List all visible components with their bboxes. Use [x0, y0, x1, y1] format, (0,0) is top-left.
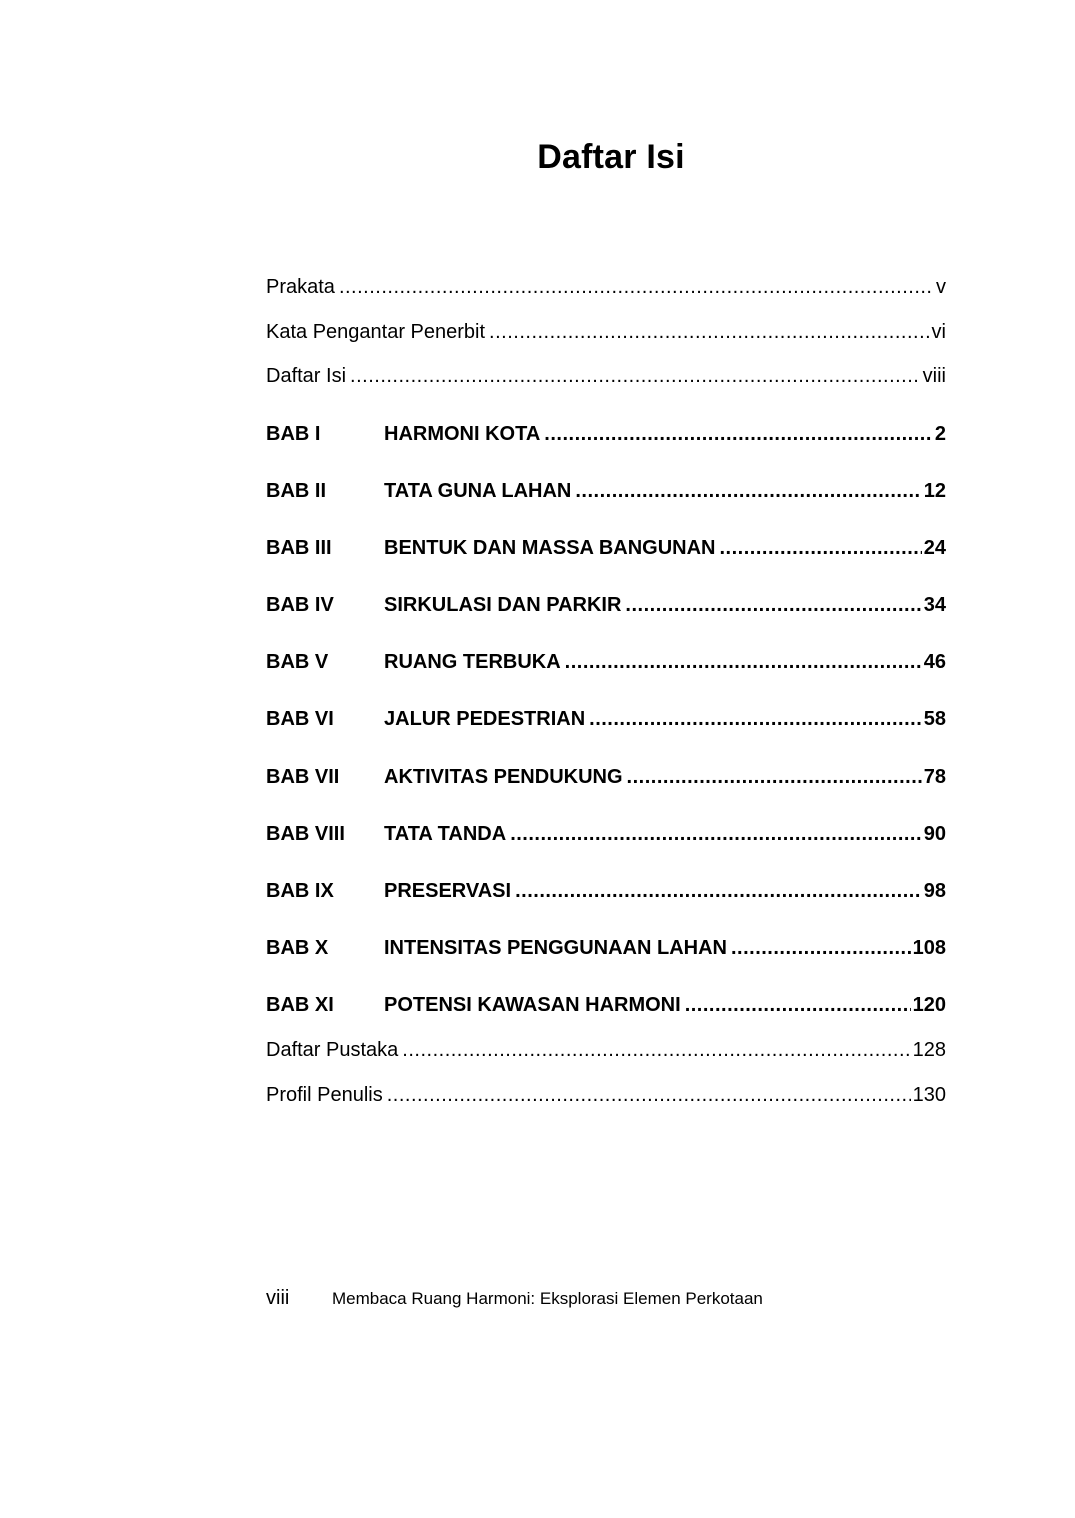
- toc-entry-daftar-pustaka[interactable]: [266, 1037, 946, 1063]
- chapter-title: JALUR PEDESTRIAN: [384, 708, 586, 730]
- chapter-title: BENTUK DAN MASSA BANGUNAN: [384, 537, 716, 559]
- toc-chapter-5[interactable]: [266, 649, 946, 675]
- chapter-number: BAB IV: [266, 594, 334, 616]
- dot-leader: [685, 992, 911, 1018]
- chapter-number: BAB VII: [266, 766, 340, 788]
- chapter-number: BAB III: [266, 537, 332, 559]
- chapter-page: 2: [934, 423, 946, 445]
- chapter-page: 12: [923, 480, 946, 502]
- chapter-number: BAB XI: [266, 994, 334, 1016]
- chapter-number: BAB II: [266, 480, 326, 502]
- toc-chapter-8[interactable]: [266, 821, 946, 847]
- dot-leader: [719, 535, 921, 561]
- dot-leader: [589, 706, 922, 732]
- toc-entry-page: vi: [931, 321, 946, 343]
- chapter-title: HARMONI KOTA: [384, 423, 541, 445]
- toc-chapter-6[interactable]: [266, 706, 946, 732]
- dot-leader: [575, 478, 921, 504]
- dot-leader: [565, 649, 922, 675]
- toc-entry-page: viii: [922, 365, 946, 387]
- dot-leader: [489, 319, 930, 345]
- dot-leader: [402, 1037, 910, 1063]
- chapter-page: 90: [923, 823, 946, 845]
- chapter-title: TATA TANDA: [384, 823, 507, 845]
- toc-entry-prakata[interactable]: [266, 274, 946, 300]
- dot-leader: [510, 821, 922, 847]
- chapter-page: 46: [923, 651, 946, 673]
- page-title: Daftar Isi: [537, 138, 685, 176]
- toc-chapter-1[interactable]: [266, 421, 946, 447]
- chapter-page: 34: [923, 594, 946, 616]
- chapter-title: INTENSITAS PENGGUNAAN LAHAN: [384, 937, 727, 959]
- chapter-page: 108: [912, 937, 946, 959]
- chapter-title: AKTIVITAS PENDUKUNG: [384, 766, 623, 788]
- chapter-page: 78: [923, 766, 946, 788]
- dot-leader: [731, 935, 911, 961]
- chapter-number: BAB X: [266, 937, 329, 959]
- chapter-title: SIRKULASI DAN PARKIR: [384, 594, 622, 616]
- page-footer: [266, 1287, 946, 1310]
- chapter-page: 58: [923, 708, 946, 730]
- chapter-number: BAB V: [266, 651, 329, 673]
- toc-chapter-10[interactable]: [266, 935, 946, 961]
- chapter-title: RUANG TERBUKA: [384, 651, 561, 673]
- toc-chapter-3[interactable]: [266, 535, 946, 561]
- chapter-page: 98: [923, 880, 946, 902]
- chapter-number: BAB IX: [266, 880, 334, 902]
- toc-entry-page: 130: [912, 1084, 946, 1106]
- chapter-number: BAB VIII: [266, 823, 345, 845]
- chapter-number: BAB I: [266, 423, 321, 445]
- toc-chapter-9[interactable]: [266, 878, 946, 904]
- dot-leader: [544, 421, 933, 447]
- toc-entry-page: v: [936, 276, 946, 298]
- toc-entry-daftar-isi[interactable]: [266, 363, 946, 389]
- dot-leader: [350, 363, 921, 389]
- page-number: viii: [266, 1287, 290, 1309]
- dot-leader: [625, 592, 921, 618]
- toc-entry-profil-penulis[interactable]: [266, 1082, 946, 1108]
- chapter-title: POTENSI KAWASAN HARMONI: [384, 994, 681, 1016]
- dot-leader: [387, 1082, 911, 1108]
- toc-entry-title: Daftar Pustaka: [266, 1039, 399, 1061]
- dot-leader: [515, 878, 922, 904]
- toc-entry-page: 128: [912, 1039, 946, 1061]
- chapter-title: TATA GUNA LAHAN: [384, 480, 572, 502]
- running-title: Membaca Ruang Harmoni: Eksplorasi Elemen Perkotaan: [332, 1289, 763, 1308]
- toc-chapter-7[interactable]: [266, 764, 946, 790]
- toc-entry-title: Prakata: [266, 276, 335, 298]
- dot-leader: [339, 274, 934, 300]
- chapter-title: PRESERVASI: [384, 880, 512, 902]
- toc-entry-title: Kata Pengantar Penerbit: [266, 321, 486, 343]
- chapter-page: 24: [923, 537, 946, 559]
- chapter-number: BAB VI: [266, 708, 334, 730]
- chapter-page: 120: [912, 994, 946, 1016]
- toc-chapter-4[interactable]: [266, 592, 946, 618]
- toc-entry-title: Profil Penulis: [266, 1084, 383, 1106]
- toc-entry-kata-pengantar[interactable]: [266, 319, 946, 345]
- toc-chapter-11[interactable]: [266, 992, 946, 1018]
- toc-entry-title: Daftar Isi: [266, 365, 347, 387]
- toc-chapter-2[interactable]: [266, 478, 946, 504]
- dot-leader: [627, 764, 922, 790]
